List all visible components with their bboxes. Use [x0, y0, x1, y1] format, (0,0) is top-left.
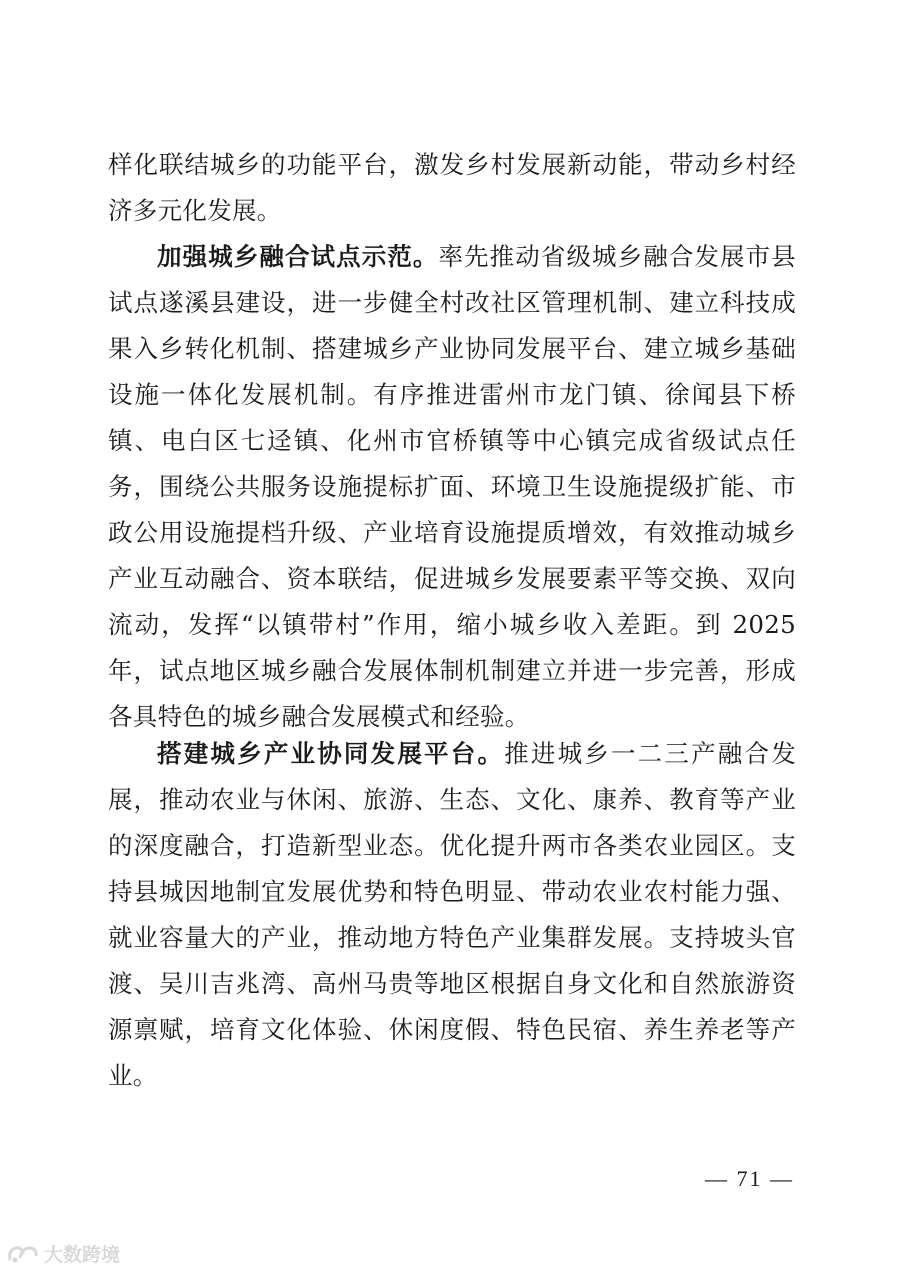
- paragraph-body: [108, 234, 796, 740]
- paragraph-body: [108, 731, 796, 1099]
- paragraph-pilot: [108, 234, 796, 740]
- paragraph-text: 率先推动省级城乡融合发展市县试点遂溪县建设，进一步健全村改社区管理机制、建立科技成果入乡转化机制、搭建城乡产业协同发展平台、建立城乡基础设施一体化发展机制。有序推进雷州市龙门镇、徐闻县下桥镇、电白区七迳镇、化州市官桥镇等中心镇完成省级试点任务，围绕公共服务设施提标扩面、环境卫生设施提级扩能、市政公用设施提档升级、产业培育设施提质增效，有效推动城乡产业互动融合、资本联结，促进城乡发展要素平等交换、双向流动，发挥“以镇带村”作用，缩小城乡收入差距。到 2025 年，试点地区城乡融合发展体制机制建立并进一步完善，形成各具特色的城乡融合发展模式和经验。: [108, 242, 796, 731]
- watermark: [6, 1240, 120, 1267]
- paragraph-heading: 加强城乡融合试点示范。: [157, 242, 439, 271]
- brand-logo-icon: [6, 1242, 40, 1266]
- paragraph-text: 样化联结城乡的功能平台，激发乡村发展新动能，带动乡村经济多元化发展。: [108, 150, 796, 225]
- paragraph-platform: [108, 731, 796, 1099]
- paragraph-text: 推进城乡一二三产融合发展，推动农业与休闲、旅游、生态、文化、康养、教育等产业的深度融合，打造新型业态。优化提升两市各类农业园区。支持县城因地制宜发展优势和特色明显、带动农业农村能力强、就业容量大的产业，推动地方特色产业集群发展。支持坡头官渡、吴川吉兆湾、高州马贵等地区根据自身文化和自然旅游资源禀赋，培育文化体验、休闲度假、特色民宿、养生养老等产业。: [108, 739, 796, 1090]
- watermark-text: 大数跨境: [44, 1244, 121, 1266]
- page-number: — 71 —: [705, 1166, 794, 1191]
- paragraph-intro-continuation: [108, 142, 796, 234]
- paragraph-heading: 搭建城乡产业协同发展平台。: [157, 739, 505, 768]
